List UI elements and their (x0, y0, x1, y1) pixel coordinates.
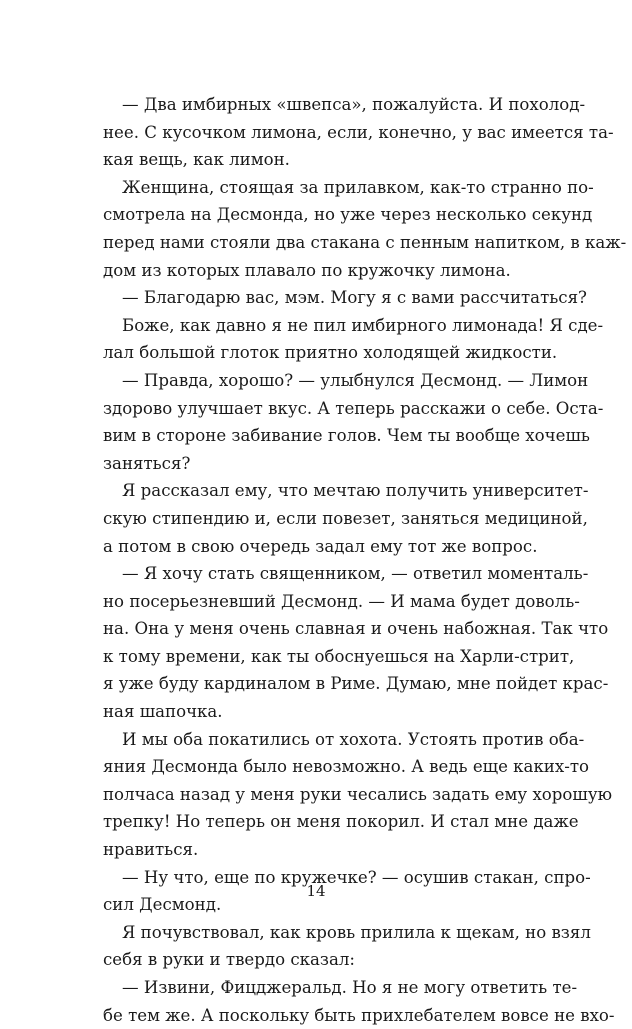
text-line: Боже, как давно я не пил имбирного лимонада! Я сде- (122, 315, 604, 335)
text-line: лал большой глоток приятно холодящей жидкости. (103, 343, 558, 363)
text-line: яния Десмонда было невозможно. А ведь еще каких-то (103, 757, 590, 777)
text-line: — Два имбирных «швепса», пожалуйста. И похолод- (122, 95, 586, 114)
text-line: трепку! Но теперь он меня покорил. И стал мне даже (103, 812, 579, 832)
text-line: вим в стороне забивание голов. Чем ты вообще хочешь (103, 426, 590, 446)
text-line: — Я хочу стать священником, — ответил моменталь- (122, 564, 589, 584)
text-line: — Ну что, еще по кружечке? — осушив стакан, спро- (122, 867, 591, 887)
text-line: себя в руки и твердо сказал: (103, 950, 355, 970)
text-line: сил Десмонд. (103, 895, 222, 915)
text-line: ная шапочка. (103, 702, 223, 722)
text-line: но посерьезневший Десмонд. — И мама будет доволь- (103, 591, 580, 611)
text-line: — Благодарю вас, мэм. Могу я с вами рассчитаться? (122, 288, 587, 308)
text-line: нее. С кусочком лимона, если, конечно, у вас имеется та- (103, 122, 614, 142)
page-number: 14 (306, 882, 326, 900)
text-line: И мы оба покатились от хохота. Устоять против оба- (122, 729, 585, 749)
text-line: смотрела на Десмонда, но уже через несколько секунд (103, 205, 593, 225)
text-line: Я почувствовал, как кровь прилила к щекам, но взял (122, 922, 591, 942)
text-line: нравиться. (103, 840, 199, 860)
text-line: а потом в свою очередь задал ему тот же вопрос. (103, 536, 538, 556)
text-line: я уже буду кардиналом в Риме. Думаю, мне пойдет крас- (103, 674, 609, 694)
text-line: Женщина, стоящая за прилавком, как-то странно по- (122, 177, 594, 197)
text-line: скую стипендию и, если повезет, заняться медициной, (103, 508, 588, 528)
text-line: перед нами стояли два стакана с пенным напитком, в каж- (103, 232, 627, 252)
text-line: заняться? (103, 453, 191, 473)
text-line: на. Она у меня очень славная и очень набожная. Так что (103, 619, 609, 639)
text-line: — Извини, Фицджеральд. Но я не могу ответить те- (122, 978, 578, 997)
text-line: полчаса назад у меня руки чесались задать ему хорошую (103, 784, 613, 804)
text-line: здорово улучшает вкус. А теперь расскажи о себе. Оста- (103, 398, 604, 418)
text-line: к тому времени, как ты обоснуешься на Харли-стрит, (103, 646, 575, 666)
text-line: Я рассказал ему, что мечтаю получить университет- (122, 481, 589, 501)
text-line: дом из которых плавало по кружочку лимона. (103, 260, 511, 280)
text-line: бе тем же. А поскольку быть прихлебателем вовсе не вхо- (103, 1005, 615, 1025)
text-line: кая вещь, как лимон. (103, 150, 290, 170)
text-line: — Правда, хорошо? — улыбнулся Десмонд. — Лимон (122, 370, 589, 390)
